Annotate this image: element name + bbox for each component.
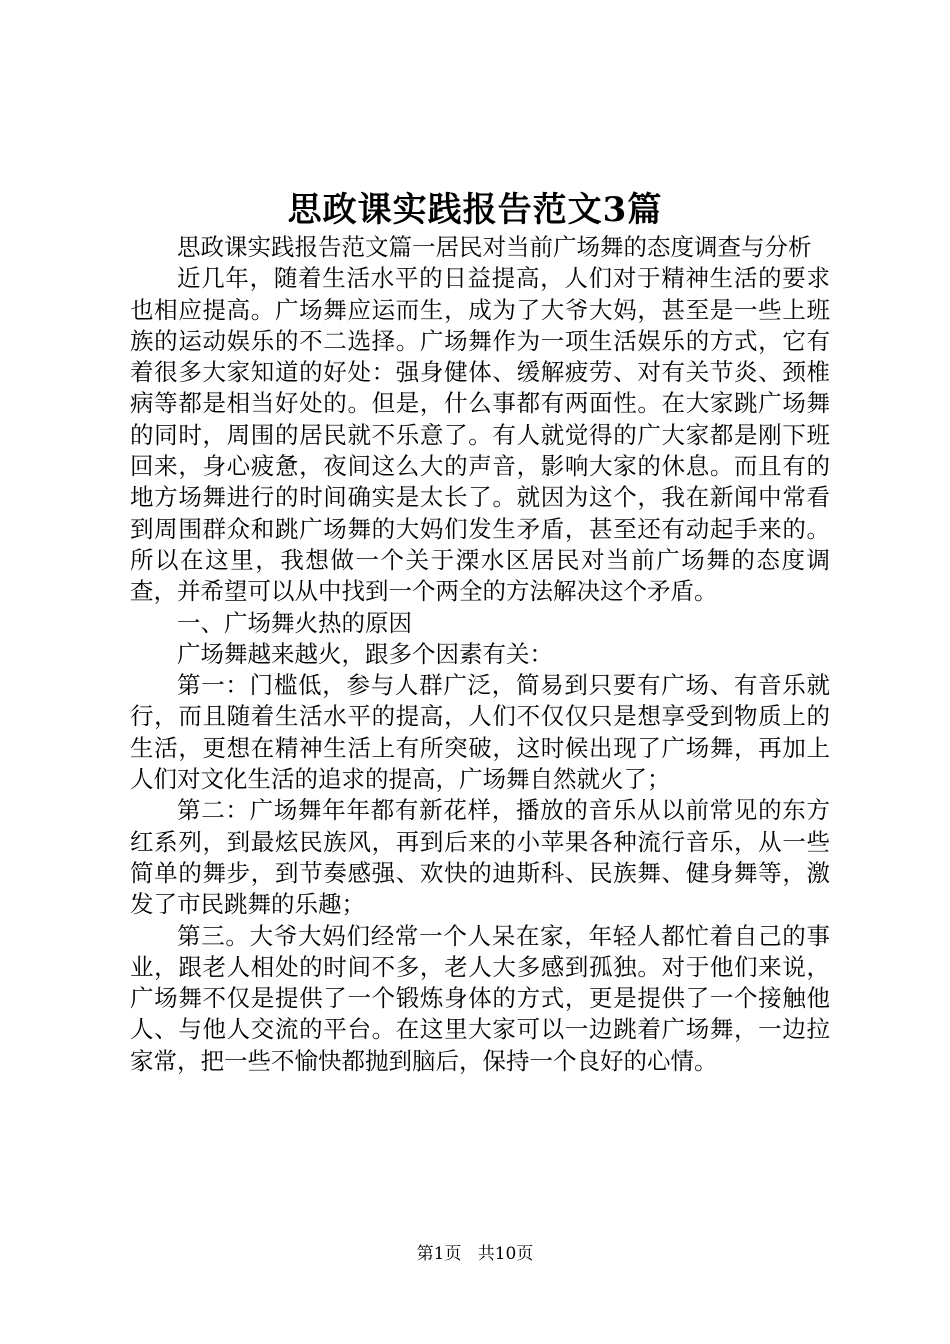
section-heading-reasons: 一、广场舞火热的原因: [177, 608, 412, 637]
paragraph-reason-three: 第三。大爷大妈们经常一个人呆在家，年轻人都忙着自己的事业，跟老人相处的时间不多，老人大多感到孤独。对于他们来说，广场舞不仅是提供了一个锻炼身体的方式，更是提供了一个接触他人、与他人交流的平台。在这里大家可以一边跳着广场舞，一边拉家常，把一些不愉快都抛到脑后，保持一个良好的心情。: [130, 921, 830, 1075]
page-footer: [0, 1242, 950, 1266]
page-total: 共10页: [477, 1244, 534, 1264]
page-number: 第1页: [416, 1244, 462, 1264]
paragraph-reason-two: 第二：广场舞年年都有新花样，播放的音乐从以前常见的东方红系列，到最炫民族风，再到后来的小苹果各种流行音乐，从一些简单的舞步，到节奏感强、欢快的迪斯科、民族舞、健身舞等，激发了市民跳舞的乐趣；: [130, 796, 830, 919]
paragraph-reason-one: 第一：门槛低，参与人群广泛，简易到只要有广场、有音乐就行，而且随着生活水平的提高，人们不仅仅只是想享受到物质上的生活，更想在精神生活上有所突破，这时候出现了广场舞，再加上人们对文化生活的追求的提高，广场舞自然就火了；: [130, 671, 830, 794]
document-body: [130, 232, 830, 1077]
document-title: 思政课实践报告范文3篇: [287, 190, 663, 230]
paragraph-factors: 广场舞越来越火，跟多个因素有关：: [177, 639, 553, 668]
paragraph-background: 近几年，随着生活水平的日益提高，人们对于精神生活的要求也相应提高。广场舞应运而生，成为了大爷大妈，甚至是一些上班族的运动娱乐的不二选择。广场舞作为一项生活娱乐的方式，它有着很多大家知道的好处：强身健体、缓解疲劳、对有关节炎、颈椎病等都是相当好处的。但是，什么事都有两面性。在大家跳广场舞的同时，周围的居民就不乐意了。有人就觉得的广大家都是刚下班回来，身心疲惫，夜间这么大的声音，影响大家的休息。而且有的地方场舞进行的时间确实是太长了。就因为这个，我在新闻中常看到周围群众和跳广场舞的大妈们发生矛盾，甚至还有动起手来的。所以在这里，我想做一个关于溧水区居民对当前广场舞的态度调查，并希望可以从中找到一个两全的方法解决这个矛盾。: [130, 264, 830, 606]
paragraph-intro: 思政课实践报告范文篇一居民对当前广场舞的态度调查与分析: [177, 233, 812, 261]
